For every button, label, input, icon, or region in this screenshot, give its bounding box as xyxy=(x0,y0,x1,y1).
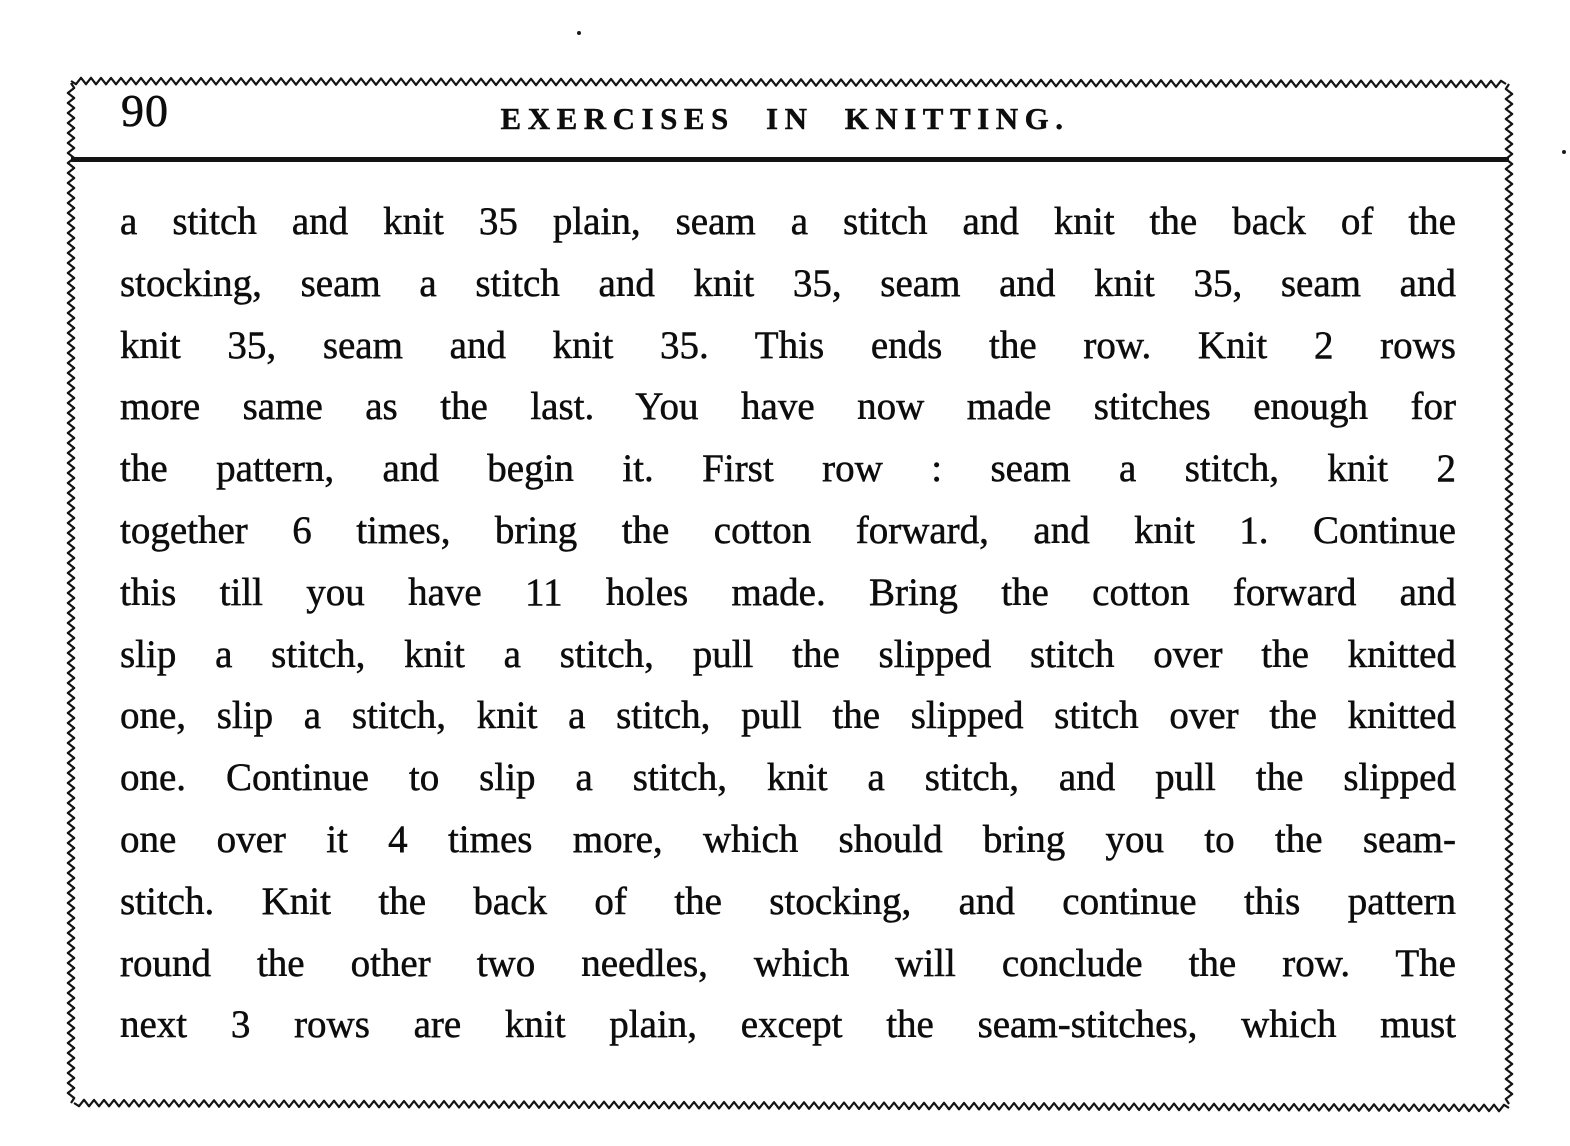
scan-speck xyxy=(1562,150,1566,154)
text-line: round the other two needles, which will conclude the row. The xyxy=(120,941,1456,985)
text-line: more same as the last. You have now made stitches enough for xyxy=(120,385,1456,429)
text-line: one. Continue to slip a stitch, knit a stitch, and pull the slipped xyxy=(120,756,1456,800)
body-text xyxy=(120,191,1456,1056)
scan-speck xyxy=(577,31,581,35)
text-line: a stitch and knit 35 plain, seam a stitch and knit the back of the xyxy=(120,200,1456,243)
text-line: slip a stitch, knit a stitch, pull the slipped stitch over the knitted xyxy=(120,632,1456,676)
running-header-title: EXERCISES IN KNITTING. xyxy=(500,101,1070,136)
text-line: together 6 times, bring the cotton forward, and knit 1. Continue xyxy=(120,508,1456,552)
header-rule xyxy=(71,157,1509,162)
text-line: next 3 rows are knit plain, except the seam-stitches, which must xyxy=(120,1003,1456,1047)
text-line: one, slip a stitch, knit a stitch, pull the slipped stitch over the knitted xyxy=(120,694,1456,738)
text-line: the pattern, and begin it. First row : seam a stitch, knit 2 xyxy=(120,447,1456,491)
text-line: knit 35, seam and knit 35. This ends the row. Knit 2 rows xyxy=(120,323,1456,367)
text-line: stitch. Knit the back of the stocking, and continue this pattern xyxy=(120,879,1456,923)
text-line: one over it 4 times more, which should bring you to the seam- xyxy=(120,817,1456,861)
text-line: this till you have 11 holes made. Bring the cotton forward and xyxy=(120,570,1456,614)
page-number: 90 xyxy=(121,85,169,136)
text-line: stocking, seam a stitch and knit 35, seam and knit 35, seam and xyxy=(120,261,1456,305)
